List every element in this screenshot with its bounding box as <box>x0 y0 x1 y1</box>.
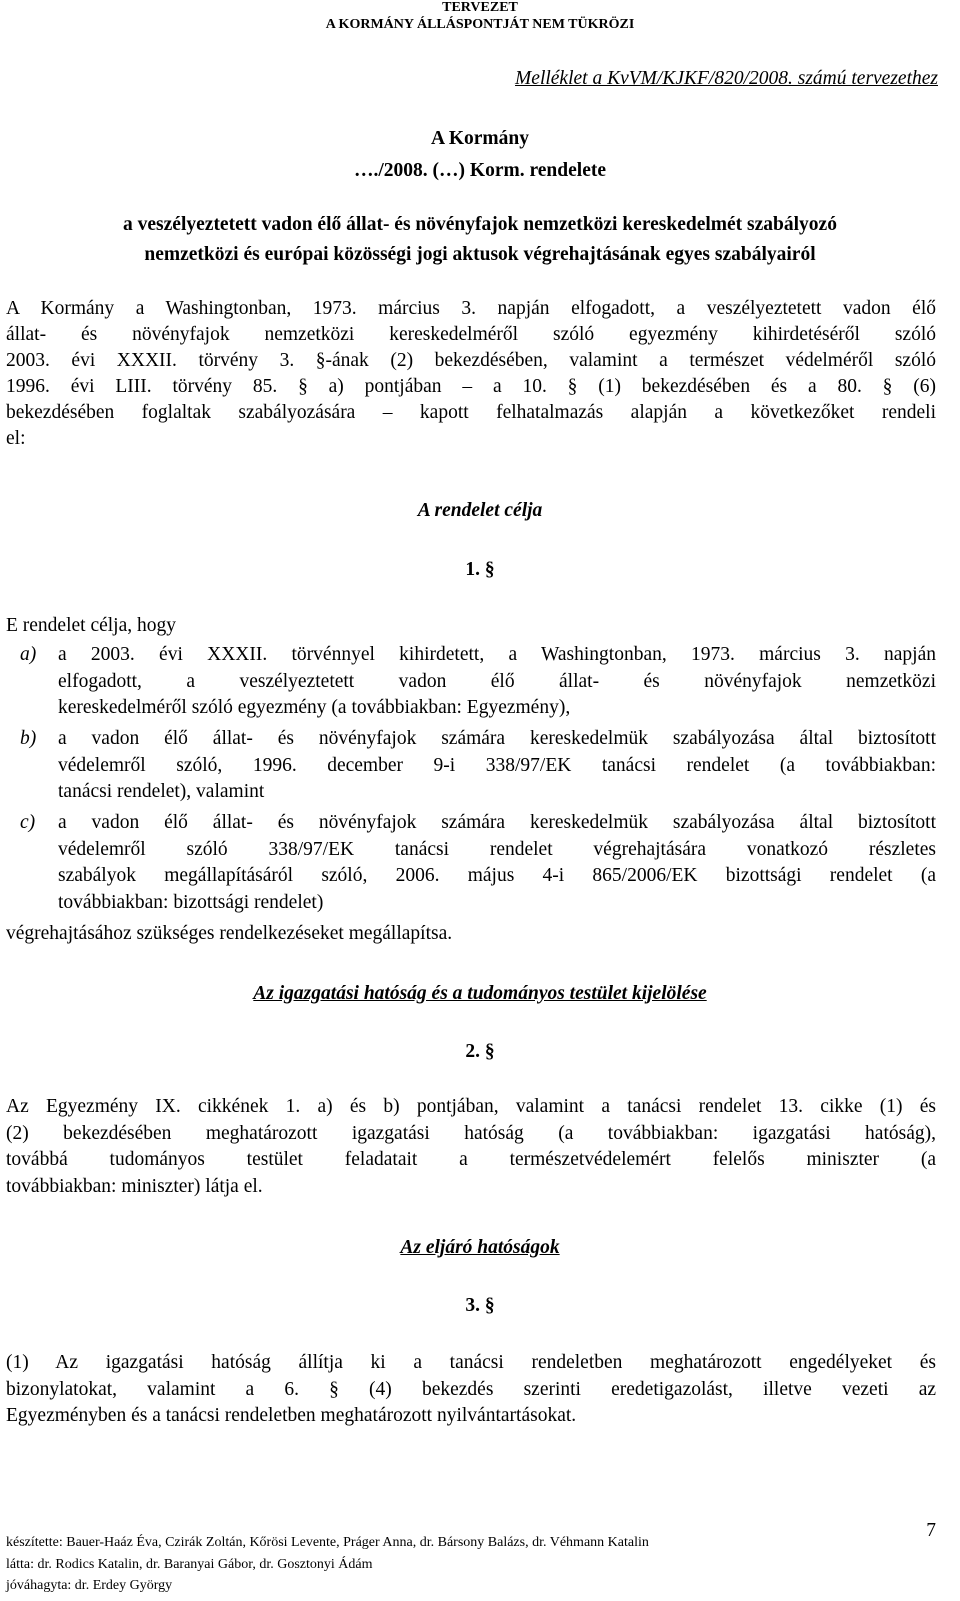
section2-heading: Az igazgatási hatóság és a tudományos testület kijelölése <box>253 983 707 1004</box>
preamble-line: A Kormány a Washingtonban, 1973. március 3. napján elfogadott, a veszélyeztetett vadon élő <box>6 298 936 319</box>
draft-header-line1: TERVEZET <box>442 0 518 15</box>
section2-line: továbbiakban: miniszter) látja el. <box>6 1175 263 1197</box>
list-line: a 2003. évi XXXII. törvénnyel kihirdetett, a Washingtonban, 1973. március 3. napján <box>58 644 936 665</box>
section2-number: 2. § <box>465 1041 495 1062</box>
preamble-line: 1996. évi LIII. törvény 85. § a) pontjában – a 10. § (1) bekezdésében és a 80. § (6) <box>6 376 936 397</box>
title-line2: …./2008. (…) Korm. rendelete <box>354 160 606 181</box>
list-marker: b) <box>20 728 37 749</box>
section1-heading: A rendelet célja <box>417 500 543 521</box>
section3-paragraph <box>6 1350 936 1430</box>
preamble-paragraph <box>6 296 936 452</box>
list-line: tanácsi rendelet), valamint <box>58 781 265 802</box>
preamble-line: el: <box>6 428 26 449</box>
preamble-line: bekezdésében foglaltak szabályozására – kapott felhatalmazás alapján a következőket rendeli <box>6 402 936 423</box>
attachment-note: Melléklet a KvVM/KJKF/820/2008. számú tervezethez <box>515 68 938 89</box>
section3-line: Egyezményben és a tanácsi rendeletben meghatározott nyilvántartásokat. <box>6 1405 577 1426</box>
subtitle-line1: a veszélyeztetett vadon élő állat- és növényfajok nemzetközi kereskedelmét szabályozó <box>123 214 837 235</box>
section1-number: 1. § <box>465 559 495 580</box>
list-line: elfogadott, a veszélyeztetett vadon élő állat- és növényfajok nemzetközi <box>58 670 936 692</box>
list-line: védelemről szóló 338/97/EK tanácsi rendelet végrehajtására vonatkozó részletes <box>58 838 936 860</box>
list-item-a <box>6 642 936 722</box>
list-item-c <box>6 810 936 917</box>
list-item-text <box>58 642 936 722</box>
title-line1: A Kormány <box>430 128 530 149</box>
preamble-line: 2003. évi XXXII. törvény 3. §-ának (2) bekezdésében, valamint a természet védelméről szóló <box>6 350 936 371</box>
subtitle-line2: nemzetközi és európai közösségi jogi aktusok végrehajtásának egyes szabályairól <box>144 244 816 265</box>
section3-number: 3. § <box>465 1295 495 1316</box>
list-line: kereskedelméről szóló egyezmény (a továbbiakban: Egyezmény), <box>58 697 571 718</box>
section2-line: Az Egyezmény IX. cikkének 1. a) és b) pontjában, valamint a tanácsi rendelet 13. cikke (1) és <box>6 1096 936 1117</box>
draft-header-line2: A KORMÁNY ÁLLÁSPONTJÁT NEM TÜKRÖZI <box>325 17 635 32</box>
list-item-b <box>6 726 936 806</box>
list-line: szabályok megállapításáról szóló, 2006. május 4-i 865/2006/EK bizottsági rendelet (a <box>58 865 936 886</box>
section1-closing: végrehajtásához szükséges rendelkezéseket megállapítsa. <box>6 923 453 944</box>
section3-line: bizonylatokat, valamint a 6. § (4) bekezdés szerinti eredetigazolást, illetve vezeti az <box>6 1378 936 1400</box>
footer-prepared-by: készítette: Bauer-Haáz Éva, Czirák Zoltán, Kőrösi Levente, Práger Anna, dr. Bársony Balázs, dr. Véhmann Katalin <box>6 1535 649 1550</box>
section3-line: (1) Az igazgatási hatóság állítja ki a tanácsi rendeletben meghatározott engedélyeket és <box>6 1352 936 1373</box>
footer-seen-by: látta: dr. Rodics Katalin, dr. Baranyai Gábor, dr. Gosztonyi Ádám <box>6 1557 373 1572</box>
section1-intro: E rendelet célja, hogy <box>6 615 177 636</box>
list-item-text <box>58 810 936 916</box>
list-marker: a) <box>20 644 37 665</box>
list-line: továbbiakban: bizottsági rendelet) <box>58 891 324 913</box>
section2-paragraph <box>6 1094 936 1200</box>
section2-line: továbbá tudományos testület feladatait a természetvédelemért felelős miniszter (a <box>6 1149 936 1170</box>
list-line: a vadon élő állat- és növényfajok számára kereskedelmük szabályozása által biztosított <box>58 812 936 833</box>
list-marker: c) <box>20 812 36 833</box>
section3-heading: Az eljáró hatóságok <box>400 1237 560 1258</box>
footer-approved-by: jóváhagyta: dr. Erdey György <box>6 1578 173 1593</box>
section2-line: (2) bekezdésében meghatározott igazgatási hatóság (a továbbiakban: igazgatási hatóság), <box>6 1122 936 1144</box>
page-number: 7 <box>926 1520 936 1541</box>
list-line: védelemről szóló, 1996. december 9-i 338/97/EK tanácsi rendelet (a továbbiakban: <box>58 754 936 776</box>
preamble-line: állat- és növényfajok nemzetközi kereskedelméről szóló egyezmény kihirdetéséről szóló <box>6 324 936 345</box>
list-line: a vadon élő állat- és növényfajok számára kereskedelmük szabályozása által biztosított <box>58 728 936 749</box>
list-item-text <box>58 726 936 806</box>
